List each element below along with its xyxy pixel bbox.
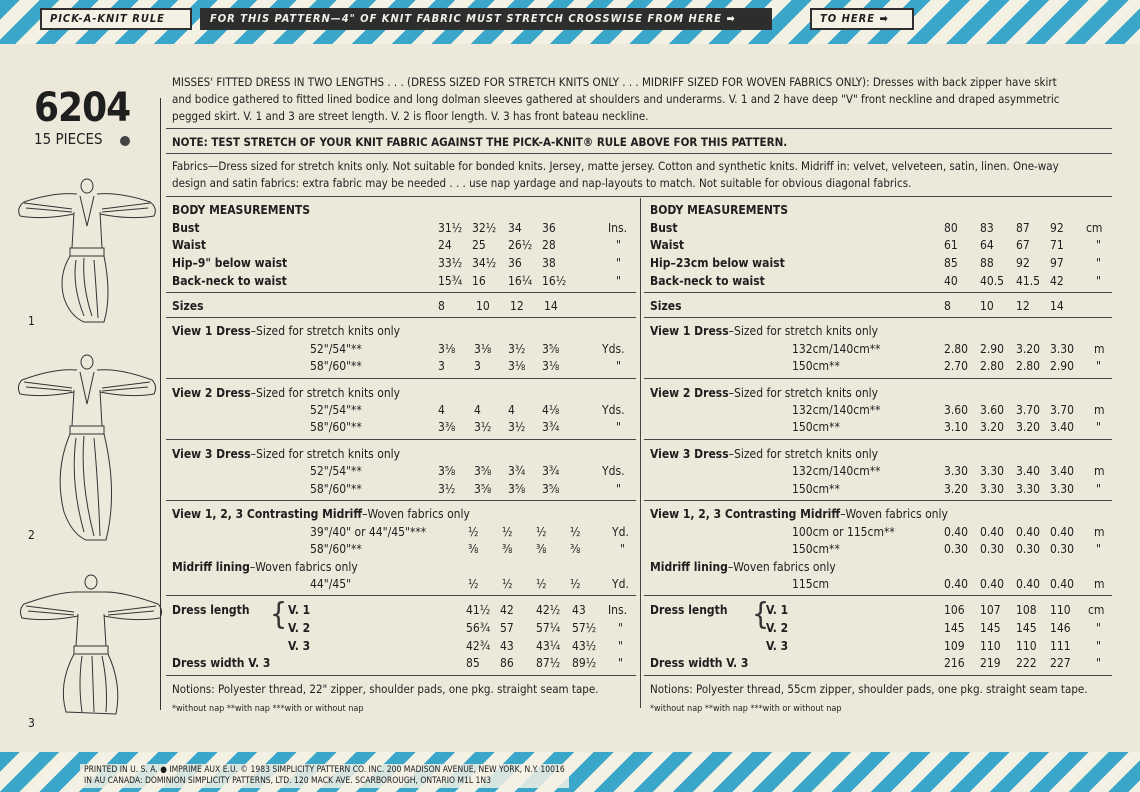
view-title: View 1, 2, 3 Contrasting Midriff bbox=[172, 507, 363, 521]
cell: 42½ bbox=[536, 603, 561, 617]
publisher-info bbox=[80, 764, 569, 788]
view-tag: V. 3 bbox=[766, 639, 789, 653]
view-title: View 2 Dress bbox=[650, 386, 729, 400]
cell: 3.40 bbox=[1050, 420, 1075, 434]
view-3-dress-illustration bbox=[18, 574, 164, 724]
view-sub: –Woven fabrics only bbox=[727, 560, 836, 574]
cell: 110 bbox=[1050, 603, 1071, 617]
cell: 10 bbox=[476, 299, 490, 313]
cell: 0.40 bbox=[980, 577, 1005, 591]
cell: 3⅝ bbox=[542, 342, 560, 356]
view-1-dress-illustration bbox=[14, 176, 160, 324]
view-2-dress-illustration bbox=[14, 352, 160, 542]
fabric-width: 150cm** bbox=[792, 542, 840, 556]
cell: 41½ bbox=[466, 603, 491, 617]
cell: 3⅛ bbox=[474, 342, 492, 356]
cell: 43 bbox=[572, 603, 586, 617]
cell: ⅜ bbox=[536, 542, 547, 556]
view-title: Midriff lining bbox=[650, 560, 728, 574]
rule-line bbox=[644, 595, 1112, 596]
unit: Ins. bbox=[608, 221, 628, 235]
cell: ½ bbox=[536, 525, 547, 539]
cell: 67 bbox=[1016, 238, 1030, 252]
description-line-2: and bodice gathered to fitted lined bodice and long dolman sleeves gathered at shoulders and underarms. V. 1 and 2 have deep "V" front neckline and draped asymmetric bbox=[172, 92, 1060, 106]
fabric-width: 39"/40" or 44"/45"*** bbox=[310, 525, 427, 539]
unit: " bbox=[1096, 256, 1101, 270]
cell: 3¾ bbox=[508, 464, 526, 478]
view2-title bbox=[650, 386, 878, 400]
unit: " bbox=[1096, 639, 1101, 653]
cell: 4 bbox=[438, 403, 445, 417]
cell: 0.40 bbox=[1016, 577, 1041, 591]
cell: 3⅝ bbox=[438, 464, 456, 478]
view-tag: V. 2 bbox=[766, 621, 789, 635]
cell: 111 bbox=[1050, 639, 1071, 653]
rule-line bbox=[166, 595, 636, 596]
fabrics-line-1: Fabrics—Dress sized for stretch knits only. Not suitable for bonded knits. Jersey, matte jersey. Cotton and synthetic knits. Midriff in: velvet, velveteen, satin, linen. One-way bbox=[172, 159, 1059, 173]
brace-icon: { bbox=[270, 597, 288, 632]
row-label: Hip–9" below waist bbox=[172, 256, 288, 270]
cell: 2.90 bbox=[980, 342, 1005, 356]
cell: 40 bbox=[944, 274, 958, 288]
midriff-title bbox=[172, 507, 470, 521]
unit: m bbox=[1094, 577, 1105, 591]
cell: ½ bbox=[502, 525, 513, 539]
cell: 43 bbox=[500, 639, 514, 653]
view-3-label: 3 bbox=[28, 716, 35, 730]
rule-line bbox=[166, 153, 1112, 154]
cell: 64 bbox=[980, 238, 994, 252]
cell: ⅜ bbox=[468, 542, 479, 556]
cell: 0.40 bbox=[980, 525, 1005, 539]
unit: m bbox=[1094, 403, 1105, 417]
cell: 3½ bbox=[438, 482, 456, 496]
cell: 3.30 bbox=[980, 482, 1005, 496]
cell: 24 bbox=[438, 238, 452, 252]
pieces-count: 15 PIECES bbox=[34, 130, 103, 148]
cell: 88 bbox=[980, 256, 994, 270]
cell: 216 bbox=[944, 656, 965, 670]
rule-line bbox=[644, 500, 1112, 501]
cell: 36 bbox=[542, 221, 556, 235]
unit: " bbox=[616, 482, 621, 496]
cell: 89½ bbox=[572, 656, 597, 670]
notions: Notions: Polyester thread, 55cm zipper, shoulder pads, one pkg. straight seam tape. bbox=[650, 682, 1088, 696]
fabric-width: 132cm/140cm** bbox=[792, 403, 881, 417]
cell: 12 bbox=[1016, 299, 1030, 313]
lining-title bbox=[650, 560, 836, 574]
unit: " bbox=[616, 420, 621, 434]
cell: 4 bbox=[508, 403, 515, 417]
view-title: Midriff lining bbox=[172, 560, 250, 574]
unit: Yd. bbox=[612, 577, 629, 591]
cell: 145 bbox=[1016, 621, 1037, 635]
left-divider bbox=[160, 98, 161, 710]
cell: 34 bbox=[508, 221, 522, 235]
cell: 3.20 bbox=[1016, 420, 1041, 434]
cell: 83 bbox=[980, 221, 994, 235]
cell: 3.70 bbox=[1016, 403, 1041, 417]
cell: 85 bbox=[944, 256, 958, 270]
fabric-width: 58"/60"** bbox=[310, 542, 362, 556]
view-sub: –Sized for stretch knits only bbox=[250, 386, 401, 400]
cell: 3¾ bbox=[542, 420, 560, 434]
fabric-width: 150cm** bbox=[792, 359, 840, 373]
cell: 3.60 bbox=[980, 403, 1005, 417]
cell: 31½ bbox=[438, 221, 463, 235]
view-tag: V. 2 bbox=[288, 621, 311, 635]
cell: 40.5 bbox=[980, 274, 1005, 288]
cell: 3.40 bbox=[1016, 464, 1041, 478]
view3-title bbox=[172, 447, 400, 461]
cell: ½ bbox=[502, 577, 513, 591]
unit: " bbox=[618, 639, 623, 653]
cell: 0.40 bbox=[944, 525, 969, 539]
cell: 57½ bbox=[572, 621, 597, 635]
cell: 3⅛ bbox=[508, 359, 526, 373]
description-line-3: pegged skirt. V. 1 and 3 are street length. V. 2 is floor length. V. 3 has front bateau neckline. bbox=[172, 109, 649, 123]
view-title: View 3 Dress bbox=[650, 447, 729, 461]
cell: ½ bbox=[536, 577, 547, 591]
cell: 106 bbox=[944, 603, 965, 617]
cell: 61 bbox=[944, 238, 958, 252]
row-label: Bust bbox=[650, 221, 678, 235]
cell: 85 bbox=[466, 656, 480, 670]
row-label: Back-neck to waist bbox=[172, 274, 287, 288]
arrow-right-icon: ➡ bbox=[726, 12, 736, 25]
cell: 42 bbox=[1050, 274, 1064, 288]
cell: 3⅝ bbox=[508, 482, 526, 496]
cell: 0.30 bbox=[1050, 542, 1075, 556]
cell: 80 bbox=[944, 221, 958, 235]
body-measurements-heading: BODY MEASUREMENTS bbox=[650, 203, 789, 217]
cell: 145 bbox=[980, 621, 1001, 635]
fabric-width: 132cm/140cm** bbox=[792, 464, 881, 478]
cell: 26½ bbox=[508, 238, 533, 252]
dress-length-label: Dress length bbox=[650, 603, 728, 617]
fabric-width: 58"/60"** bbox=[310, 420, 362, 434]
view-sub: –Sized for stretch knits only bbox=[728, 447, 879, 461]
cell: 3½ bbox=[508, 420, 526, 434]
cell: 3.20 bbox=[944, 482, 969, 496]
cell: 3 bbox=[474, 359, 481, 373]
unit: " bbox=[1096, 274, 1101, 288]
cell: 3⅝ bbox=[474, 464, 492, 478]
view3-title bbox=[650, 447, 878, 461]
cell: 0.30 bbox=[1016, 542, 1041, 556]
unit: " bbox=[1096, 482, 1101, 496]
cell: 109 bbox=[944, 639, 965, 653]
notions: Notions: Polyester thread, 22" zipper, shoulder pads, one pkg. straight seam tape. bbox=[172, 682, 599, 696]
cell: 3⅝ bbox=[474, 482, 492, 496]
midriff-title bbox=[650, 507, 948, 521]
row-label: Bust bbox=[172, 221, 200, 235]
cell: 92 bbox=[1050, 221, 1064, 235]
cell: 10 bbox=[980, 299, 994, 313]
view-sub: –Woven fabrics only bbox=[362, 507, 470, 521]
pick-a-knit-rule-label: PICK-A-KNIT RULE bbox=[40, 8, 192, 30]
cell: 57¼ bbox=[536, 621, 561, 635]
view-sub: –Woven fabrics only bbox=[249, 560, 358, 574]
rule-line bbox=[644, 292, 1112, 293]
cell: 4⅛ bbox=[542, 403, 560, 417]
cell: 3.70 bbox=[1050, 403, 1075, 417]
cell: 0.30 bbox=[980, 542, 1005, 556]
publisher-line-2: IN AU CANADA: DOMINION SIMPLICITY PATTERNS, LTD. 120 MACK AVE. SCARBOROUGH, ONTARIO M1L 1N3 bbox=[84, 776, 491, 786]
row-label: Waist bbox=[650, 238, 685, 252]
unit: Ins. bbox=[608, 603, 628, 617]
view1-title bbox=[650, 324, 878, 338]
unit: " bbox=[616, 359, 621, 373]
unit: " bbox=[616, 238, 621, 252]
fabrics-line-2: design and satin fabrics: extra fabric may be needed . . . use nap yardage and nap-layouts to match. Not suitable for obvious diagonal fabrics. bbox=[172, 176, 912, 190]
view-sub: –Sized for stretch knits only bbox=[728, 386, 879, 400]
cell: 3⅜ bbox=[438, 420, 456, 434]
cell: 222 bbox=[1016, 656, 1037, 670]
cell: 3.10 bbox=[944, 420, 969, 434]
publisher-line-1: PRINTED IN U. S. A. ● IMPRIME AUX E.U. © 1983 SIMPLICITY PATTERN CO. INC. 200 MADISON AVENUE, NEW YORK, N.Y. 10016 bbox=[84, 765, 565, 775]
cell: 4 bbox=[474, 403, 481, 417]
cell: 0.40 bbox=[1016, 525, 1041, 539]
cell: 25 bbox=[472, 238, 486, 252]
cell: 33½ bbox=[438, 256, 463, 270]
cell: 56¾ bbox=[466, 621, 491, 635]
view-2-label: 2 bbox=[28, 528, 35, 542]
view-title: View 2 Dress bbox=[172, 386, 251, 400]
view-1-label: 1 bbox=[28, 314, 35, 328]
view2-title bbox=[172, 386, 400, 400]
cell: 219 bbox=[980, 656, 1001, 670]
cell: 43½ bbox=[572, 639, 597, 653]
fabric-width: 150cm** bbox=[792, 482, 840, 496]
cell: 14 bbox=[1050, 299, 1064, 313]
cell: 0.30 bbox=[944, 542, 969, 556]
cell: 0.40 bbox=[1050, 577, 1075, 591]
rule-line bbox=[644, 675, 1112, 676]
body-measurements-heading: BODY MEASUREMENTS bbox=[172, 203, 311, 217]
cell: 108 bbox=[1016, 603, 1037, 617]
cell: ½ bbox=[570, 577, 581, 591]
row-label: Dress width V. 3 bbox=[650, 656, 749, 670]
cell: 146 bbox=[1050, 621, 1071, 635]
cell: 145 bbox=[944, 621, 965, 635]
unit: Yd. bbox=[612, 525, 629, 539]
unit: " bbox=[618, 621, 623, 635]
view-title: View 3 Dress bbox=[172, 447, 251, 461]
cell: 3.30 bbox=[1050, 342, 1075, 356]
cell: 3¾ bbox=[542, 464, 560, 478]
rule-line bbox=[166, 317, 636, 318]
cell: 227 bbox=[1050, 656, 1071, 670]
view-sub: –Woven fabrics only bbox=[840, 507, 948, 521]
cell: 14 bbox=[544, 299, 558, 313]
cell: 92 bbox=[1016, 256, 1030, 270]
unit: " bbox=[616, 274, 621, 288]
rule-line bbox=[644, 317, 1112, 318]
cell: 3⅛ bbox=[438, 342, 456, 356]
center-divider bbox=[640, 198, 641, 708]
fabric-width: 58"/60"** bbox=[310, 359, 362, 373]
stretch-instruction-text: FOR THIS PATTERN—4" OF KNIT FABRIC MUST STRETCH CROSSWISE FROM HERE bbox=[210, 12, 722, 25]
cell: 110 bbox=[980, 639, 1001, 653]
cell: 2.70 bbox=[944, 359, 969, 373]
cell: 3.60 bbox=[944, 403, 969, 417]
unit: m bbox=[1094, 464, 1105, 478]
fabric-width: 100cm or 115cm** bbox=[792, 525, 895, 539]
dot-icon bbox=[120, 136, 130, 146]
cell: 3½ bbox=[474, 420, 492, 434]
rule-line bbox=[166, 378, 636, 379]
rule-line bbox=[166, 292, 636, 293]
cell: ⅜ bbox=[570, 542, 581, 556]
rule-line bbox=[166, 439, 636, 440]
fabric-width: 52"/54"** bbox=[310, 464, 362, 478]
cell: 32½ bbox=[472, 221, 497, 235]
row-label: Waist bbox=[172, 238, 207, 252]
fabric-width: 44"/45" bbox=[310, 577, 352, 591]
unit: m bbox=[1094, 342, 1105, 356]
unit: m bbox=[1094, 525, 1105, 539]
footnote: *without nap **with nap ***with or without nap bbox=[172, 704, 364, 714]
cell: 38 bbox=[542, 256, 556, 270]
cell: ½ bbox=[570, 525, 581, 539]
cell: 42¾ bbox=[466, 639, 491, 653]
cell: 0.40 bbox=[944, 577, 969, 591]
fabric-width: 58"/60"** bbox=[310, 482, 362, 496]
cell: 15¾ bbox=[438, 274, 463, 288]
cell: 16¼ bbox=[508, 274, 533, 288]
cell: ⅜ bbox=[502, 542, 513, 556]
rule-line bbox=[166, 196, 1112, 197]
view-tag: V. 1 bbox=[766, 603, 789, 617]
cell: 3.30 bbox=[944, 464, 969, 478]
lining-title bbox=[172, 560, 358, 574]
cell: 42 bbox=[500, 603, 514, 617]
cell: 16½ bbox=[542, 274, 567, 288]
row-label: Back-neck to waist bbox=[650, 274, 765, 288]
pattern-number: 6204 bbox=[34, 85, 131, 131]
fabric-width: 52"/54"** bbox=[310, 342, 362, 356]
view-sub: –Sized for stretch knits only bbox=[728, 324, 879, 338]
cell: 16 bbox=[472, 274, 486, 288]
rule-line bbox=[644, 378, 1112, 379]
cell: 43¼ bbox=[536, 639, 561, 653]
row-label: Sizes bbox=[172, 299, 204, 313]
view-tag: V. 3 bbox=[288, 639, 311, 653]
unit: cm bbox=[1088, 603, 1105, 617]
rule-line bbox=[166, 500, 636, 501]
cell: 3.30 bbox=[1016, 482, 1041, 496]
unit: " bbox=[1096, 238, 1101, 252]
row-label: Dress width V. 3 bbox=[172, 656, 271, 670]
unit: " bbox=[1096, 542, 1101, 556]
row-label: Hip–23cm below waist bbox=[650, 256, 785, 270]
cell: 2.90 bbox=[1050, 359, 1075, 373]
unit: Yds. bbox=[602, 403, 625, 417]
cell: 8 bbox=[944, 299, 951, 313]
cell: 34½ bbox=[472, 256, 497, 270]
cell: 12 bbox=[510, 299, 524, 313]
view-title: View 1 Dress bbox=[650, 324, 729, 338]
unit: " bbox=[1096, 656, 1101, 670]
arrow-right-icon: ➡ bbox=[879, 12, 889, 25]
brace-icon: { bbox=[752, 597, 770, 632]
cell: 0.40 bbox=[1050, 525, 1075, 539]
cell: 87½ bbox=[536, 656, 561, 670]
cell: 87 bbox=[1016, 221, 1030, 235]
cell: 107 bbox=[980, 603, 1001, 617]
to-here-text: TO HERE bbox=[820, 12, 876, 25]
cell: 97 bbox=[1050, 256, 1064, 270]
cell: 8 bbox=[438, 299, 445, 313]
cell: 3⅛ bbox=[542, 359, 560, 373]
cell: 3⅝ bbox=[542, 482, 560, 496]
fabric-width: 115cm bbox=[792, 577, 830, 591]
view-sub: –Sized for stretch knits only bbox=[250, 447, 401, 461]
cell: 3.20 bbox=[1016, 342, 1041, 356]
cell: 2.80 bbox=[944, 342, 969, 356]
rule-line bbox=[644, 439, 1112, 440]
cell: 36 bbox=[508, 256, 522, 270]
stretch-instruction-bar bbox=[200, 8, 772, 30]
cell: 3½ bbox=[508, 342, 526, 356]
unit: " bbox=[620, 542, 625, 556]
rule-line bbox=[166, 675, 636, 676]
unit: Yds. bbox=[602, 464, 625, 478]
description-line-1: MISSES' FITTED DRESS IN TWO LENGTHS . . . (DRESS SIZED FOR STRETCH KNITS ONLY . . . MIDRIFF SIZED FOR WOVEN FABRICS ONLY): Dresses with back zipper have skirt bbox=[172, 75, 1057, 89]
note: NOTE: TEST STRETCH OF YOUR KNIT FABRIC AGAINST THE PICK-A-KNIT® RULE ABOVE FOR THIS PATTERN. bbox=[172, 135, 788, 149]
unit: " bbox=[618, 656, 623, 670]
cell: ½ bbox=[468, 577, 479, 591]
cell: 71 bbox=[1050, 238, 1064, 252]
cell: 57 bbox=[500, 621, 514, 635]
cell: 28 bbox=[542, 238, 556, 252]
cell: 86 bbox=[500, 656, 514, 670]
unit: " bbox=[616, 256, 621, 270]
unit: " bbox=[1096, 420, 1101, 434]
unit: " bbox=[1096, 621, 1101, 635]
footnote: *without nap **with nap ***with or without nap bbox=[650, 704, 842, 714]
dress-length-label: Dress length bbox=[172, 603, 250, 617]
cell: 3.40 bbox=[1050, 464, 1075, 478]
fabric-width: 52"/54"** bbox=[310, 403, 362, 417]
row-label: Sizes bbox=[650, 299, 682, 313]
cell: 3 bbox=[438, 359, 445, 373]
view-title: View 1, 2, 3 Contrasting Midriff bbox=[650, 507, 841, 521]
unit: " bbox=[1096, 359, 1101, 373]
cell: 2.80 bbox=[980, 359, 1005, 373]
unit: cm bbox=[1086, 221, 1103, 235]
cell: 110 bbox=[1016, 639, 1037, 653]
view-title: View 1 Dress bbox=[172, 324, 251, 338]
fabric-width: 132cm/140cm** bbox=[792, 342, 881, 356]
fabric-width: 150cm** bbox=[792, 420, 840, 434]
cell: 3.30 bbox=[980, 464, 1005, 478]
view-sub: –Sized for stretch knits only bbox=[250, 324, 401, 338]
cell: 3.20 bbox=[980, 420, 1005, 434]
unit: Yds. bbox=[602, 342, 625, 356]
cell: 41.5 bbox=[1016, 274, 1041, 288]
cell: ½ bbox=[468, 525, 479, 539]
view-tag: V. 1 bbox=[288, 603, 311, 617]
to-here-label bbox=[810, 8, 914, 30]
view1-title bbox=[172, 324, 400, 338]
rule-line bbox=[166, 128, 1112, 129]
cell: 3.30 bbox=[1050, 482, 1075, 496]
cell: 2.80 bbox=[1016, 359, 1041, 373]
